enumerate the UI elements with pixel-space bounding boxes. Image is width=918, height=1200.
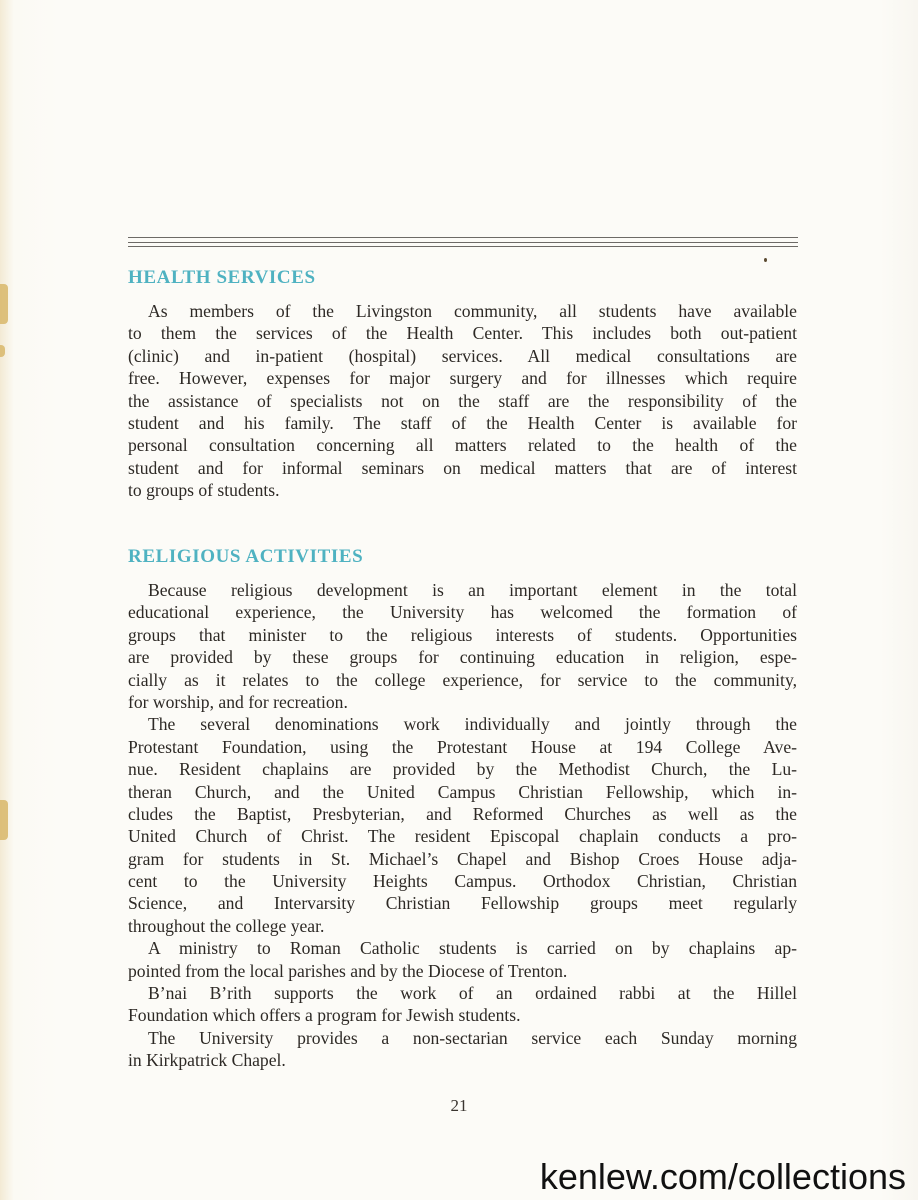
edge-stain bbox=[0, 284, 8, 324]
text-line: to them the services of the Health Center. This includes both out-patient bbox=[128, 323, 797, 344]
text-line: student and for informal seminars on medical matters that are of interest bbox=[128, 457, 797, 478]
divider-rule bbox=[128, 237, 798, 238]
text-line: United Church of Christ. The resident Episcopal chaplain conducts a pro- bbox=[128, 826, 797, 847]
text-line: Science, and Intervarsity Christian Fellowship groups meet regularly bbox=[128, 893, 797, 914]
text-line: cent to the University Heights Campus. Orthodox Christian, Christian bbox=[128, 871, 797, 892]
text-line: personal consultation concerning all matters related to the health of the bbox=[128, 435, 797, 456]
text-line: A ministry to Roman Catholic students is carried on by chaplains ap- bbox=[148, 938, 797, 959]
text-line: As members of the Livingston community, all students have available bbox=[148, 301, 797, 321]
edge-stain bbox=[0, 800, 8, 840]
edge-stain bbox=[0, 345, 5, 357]
text-line: gram for students in St. Michael’s Chapel and Bishop Croes House adja- bbox=[128, 848, 797, 869]
watermark-url: kenlew.com/collections bbox=[539, 1156, 906, 1197]
text-line: the assistance of specialists not on the staff are the responsibility of the bbox=[128, 390, 797, 411]
text-line: The University provides a non-sectarian service each Sunday morning bbox=[148, 1027, 797, 1048]
paper-speck bbox=[764, 258, 767, 262]
text-line: student and his family. The staff of the Health Center is available for bbox=[128, 412, 797, 433]
text-line: cially as it relates to the college experience, for service to the community, bbox=[128, 669, 797, 690]
section-heading-health-services: HEALTH SERVICES bbox=[128, 267, 316, 288]
health-services-paragraph bbox=[128, 300, 797, 502]
text-line: cludes the Baptist, Presbyterian, and Reformed Churches as well as the bbox=[128, 803, 797, 824]
text-line: Because religious development is an important element in the total bbox=[148, 580, 797, 600]
text-line: Protestant Foundation, using the Protestant House at 194 College Ave- bbox=[128, 736, 797, 757]
section-heading-religious-activities: RELIGIOUS ACTIVITIES bbox=[128, 546, 364, 567]
text-line: educational experience, the University has welcomed the formation of bbox=[128, 602, 797, 623]
text-line: Foundation which offers a program for Jewish students. bbox=[128, 1005, 521, 1026]
text-line: to groups of students. bbox=[128, 480, 280, 501]
text-line: nue. Resident chaplains are provided by the Methodist Church, the Lu- bbox=[128, 759, 797, 780]
text-line: (clinic) and in-patient (hospital) services. All medical consultations are bbox=[128, 345, 797, 366]
text-line: in Kirkpatrick Chapel. bbox=[128, 1050, 286, 1071]
text-line: The several denominations work individually and jointly through the bbox=[148, 714, 797, 735]
text-line: are provided by these groups for continuing education in religion, espe- bbox=[128, 647, 797, 668]
text-line: B’nai B’rith supports the work of an ordained rabbi at the Hillel bbox=[148, 983, 797, 1004]
page-number: 21 bbox=[450, 1096, 468, 1115]
text-line: theran Church, and the United Campus Christian Fellowship, which in- bbox=[128, 781, 797, 802]
religious-activities-paragraph-1 bbox=[128, 579, 797, 1072]
text-line: throughout the college year. bbox=[128, 915, 325, 936]
text-line: pointed from the local parishes and by the Diocese of Trenton. bbox=[128, 960, 568, 981]
divider-rule bbox=[128, 246, 798, 247]
divider-rule bbox=[128, 242, 798, 243]
text-line: for worship, and for recreation. bbox=[128, 691, 348, 712]
text-line: free. However, expenses for major surgery and for illnesses which require bbox=[128, 368, 797, 389]
text-line: groups that minister to the religious interests of students. Opportunities bbox=[128, 624, 797, 645]
